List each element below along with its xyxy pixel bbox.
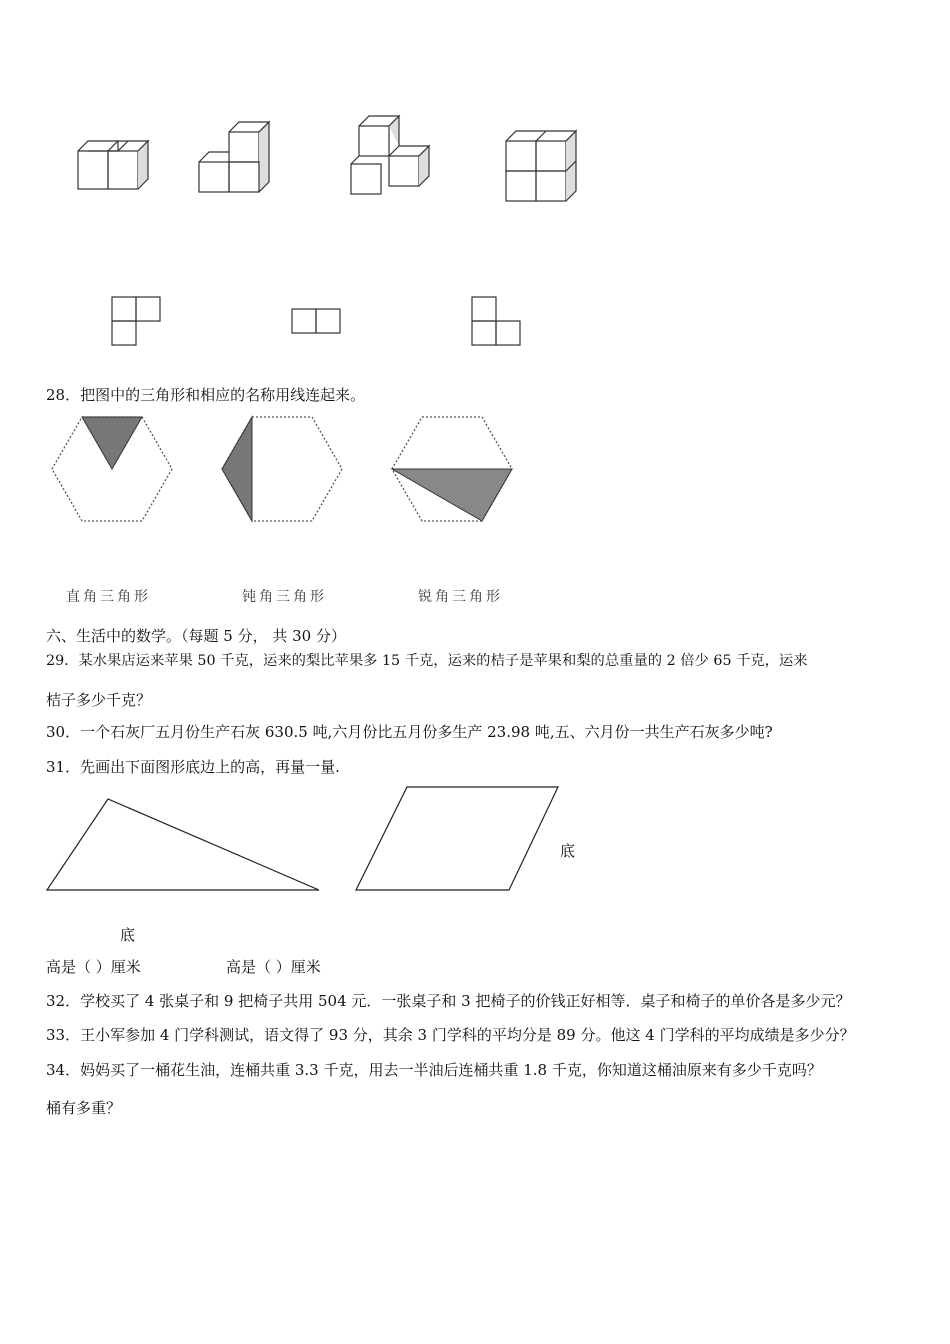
triangle-base-label: 底: [120, 926, 136, 944]
question-33-text: 33．王小军参加 4 门学科测试，语文得了 93 分，其余 3 门学科的平均分是 89 分。他这 4 门学科的平均成绩是多少分？: [46, 1026, 855, 1044]
parallelogram-base-label: 底: [560, 842, 576, 860]
question-30-text: 30．一个石灰厂五月份生产石灰 630.5 吨,六月份比五月份多生产 23.98 吨,五、六月份一共生产石灰多少吨?: [46, 723, 773, 741]
triangle-figure: [44, 795, 324, 895]
question-34-line-1: 34．妈妈买了一桶花生油，连桶共重 3.3 千克，用去一半油后连桶共重 1.8 千克，你知道这桶油原来有多少千克吗？: [46, 1061, 822, 1079]
question-32-text: 32．学校买了 4 张桌子和 9 把椅子共用 504 元．一张桌子和 3 把椅子的价钱正好相等．桌子和椅子的单价各是多少元？: [46, 992, 851, 1010]
question-29-line-2: 桔子多少千克？: [46, 691, 152, 709]
view-shape-1: [110, 295, 165, 347]
cube-figure-3: [345, 112, 435, 202]
cube-figure-2: [195, 118, 275, 198]
triangle-height-answer: 高是（ ）厘米: [46, 958, 141, 976]
cube-figure-4: [500, 125, 585, 207]
parallelogram-figure: [353, 784, 563, 894]
hexagon-figure-1: [50, 413, 175, 525]
parallelogram-height-answer: 高是（ ）厘米: [226, 958, 321, 976]
question-29-line-1: 29．某水果店运来苹果 50 千克，运来的梨比苹果多 15 千克，运来的桔子是苹果和梨的总重量的 2 倍少 65 千克，运来: [46, 653, 808, 669]
hexagon-figure-3: [390, 413, 515, 525]
question-28-text: 28．把图中的三角形和相应的名称用线连起来。: [46, 386, 366, 404]
question-34-line-2: 桶有多重？: [46, 1099, 122, 1117]
label-acute-triangle: 锐角三角形: [418, 589, 503, 605]
view-shape-3: [470, 295, 525, 347]
cube-figure-1: [70, 135, 160, 195]
label-obtuse-triangle: 钝角三角形: [242, 589, 327, 605]
question-31-text: 31．先画出下面图形底边上的高，再量一量.: [46, 758, 340, 776]
hexagon-figure-2: [220, 413, 345, 525]
view-shape-2: [290, 307, 345, 337]
label-right-triangle: 直角三角形: [66, 589, 151, 605]
section-6-title: 六、生活中的数学。（每题 5 分， 共 30 分）: [46, 627, 346, 645]
